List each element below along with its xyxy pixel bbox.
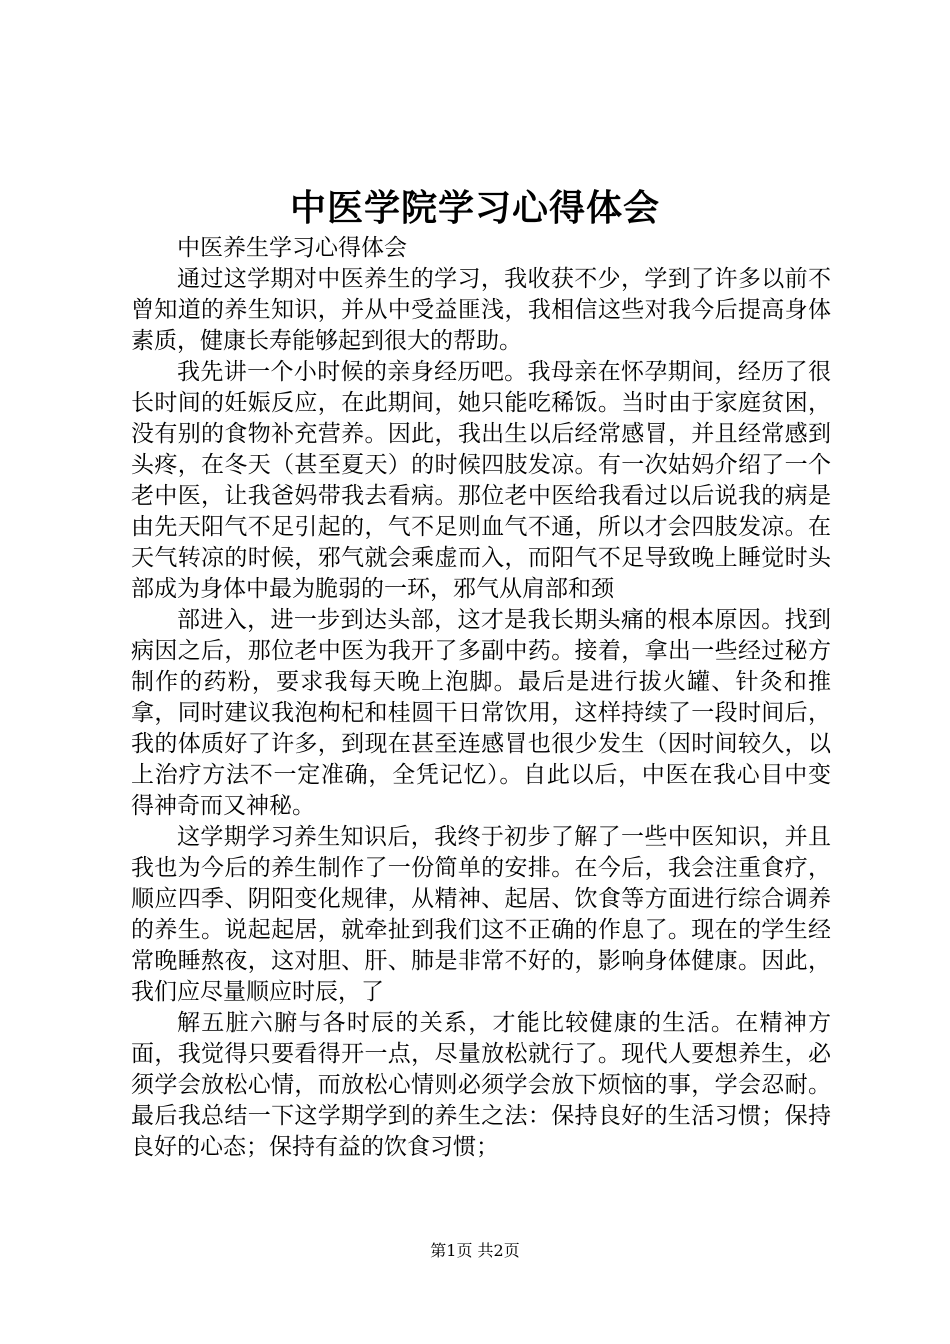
document-title: 中医学院学习心得体会 [289,187,660,229]
paragraph: 解五脏六腑与各时辰的关系，才能比较健康的生活。在精神方面，我觉得只要看得开一点，尽量放松就行了。现代人要想养生，必须学会放松心情，而放松心情则必须学会放下烦恼的事，学会忍耐。最后我总结一下这学期学到的养生之法：保持良好的生活习惯；保持良好的心态；保持有益的饮食习惯； [131,1010,831,1160]
page-number-footer: 第1页 共2页 [430,1241,520,1260]
paragraph: 部进入，进一步到达头部，这才是我长期头痛的根本原因。找到病因之后，那位老中医为我开了多副中药。接着，拿出一些经过秘方制作的药粉，要求我每天晚上泡脚。最后是进行拔火罐、针灸和推拿，同时建议我泡枸杞和桂圆干日常饮用，这样持续了一段时间后，我的体质好了许多，到现在甚至连感冒也很少发生（因时间较久，以上治疗方法不一定准确，全凭记忆）。自此以后，中医在我心目中变得神奇而又神秘。 [131,607,831,819]
document-body [131,233,831,1163]
paragraph-subtitle: 中医养生学习心得体会 [177,235,407,261]
paragraph: 我先讲一个小时候的亲身经历吧。我母亲在怀孕期间，经历了很长时间的妊娠反应，在此期间，她只能吃稀饭。当时由于家庭贫困，没有别的食物补充营养。因此，我出生以后经常感冒，并且经常感到头疼，在冬天（甚至夏天）的时候四肢发凉。有一次姑妈介绍了一个老中医，让我爸妈带我去看病。那位老中医给我看过以后说我的病是由先天阳气不足引起的，气不足则血气不通，所以才会四肢发凉。在天气转凉的时候，邪气就会乘虚而入，而阳气不足导致晚上睡觉时头部成为身体中最为脆弱的一环，邪气从肩部和颈 [131,359,831,602]
paragraph: 通过这学期对中医养生的学习，我收获不少，学到了许多以前不曾知道的养生知识，并从中受益匪浅，我相信这些对我今后提高身体素质，健康长寿能够起到很大的帮助。 [131,266,831,354]
paragraph: 这学期学习养生知识后，我终于初步了解了一些中医知识，并且我也为今后的养生制作了一份简单的安排。在今后，我会注重食疗，顺应四季、阴阳变化规律，从精神、起居、饮食等方面进行综合调养的养生。说起起居，就牵扯到我们这不正确的作息了。现在的学生经常晚睡熬夜，这对胆、肝、肺是非常不好的，影响身体健康。因此，我们应尽量顺应时辰，了 [131,824,831,1005]
